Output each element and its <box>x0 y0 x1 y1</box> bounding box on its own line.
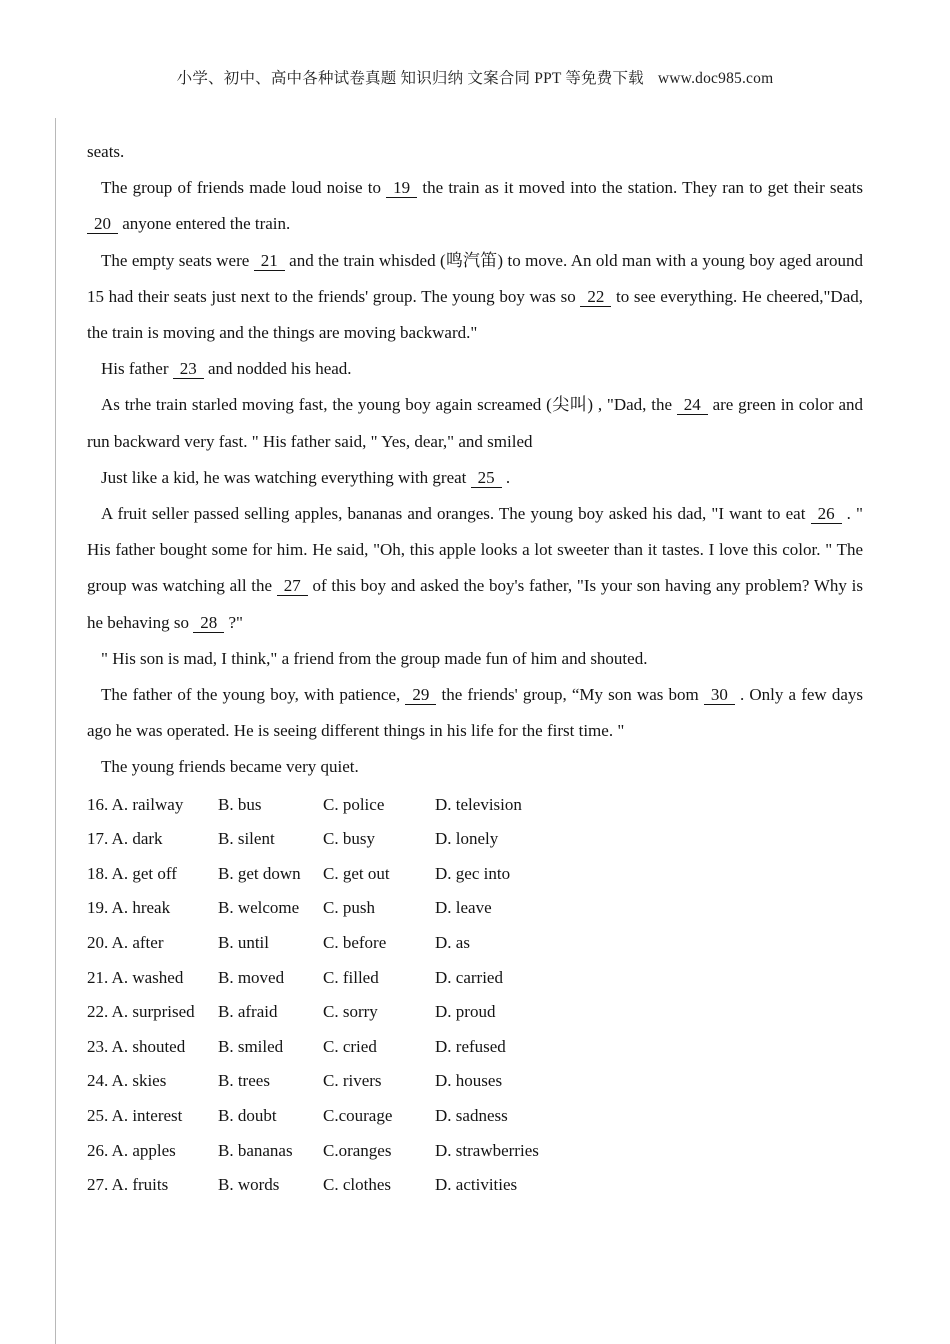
passage-paragraph <box>87 170 863 242</box>
blank-28: 28 <box>193 613 224 633</box>
question-option-c: C.courage <box>323 1106 393 1125</box>
blank-25: 25 <box>471 468 502 488</box>
question-row <box>87 891 863 926</box>
question-option-d: D. strawberries <box>435 1140 539 1160</box>
passage-paragraph <box>87 387 863 459</box>
passage-paragraph <box>87 496 863 641</box>
question-number-and-option-a: 22. A. surprised <box>87 1002 195 1022</box>
question-option-b: B. get down <box>218 863 301 883</box>
question-option-d: D. as <box>435 933 470 953</box>
question-row <box>87 822 863 857</box>
passage <box>87 134 863 786</box>
passage-text: . <box>501 467 511 487</box>
question-option-b: B. trees <box>218 1071 270 1091</box>
passage-text: and the train whisded (鸣汽笛) to move. An old man with a young boy aged around 15 had their seats just next to the friends' group. The young boy was so <box>87 250 863 306</box>
passage-text: Just like a kid, he was watching everything with great <box>101 467 471 487</box>
passage-text: A fruit seller passed selling apples, bananas and oranges. The young boy asked his dad, "I want to eat <box>101 504 811 524</box>
passage-text: The empty seats were <box>101 250 254 270</box>
question-option-c: C. sorry <box>323 1002 378 1022</box>
question-option-b: B. welcome <box>218 898 300 918</box>
question-option-c: C. busy <box>323 829 375 849</box>
blank-20: 20 <box>87 214 118 234</box>
question-number-and-option-a: 25. A. interest <box>87 1106 183 1125</box>
page-edge-line <box>55 118 56 1344</box>
passage-paragraph <box>87 677 863 749</box>
question-option-b: B. words <box>218 1175 280 1195</box>
passage-text: The young friends became very quiet. <box>101 757 359 777</box>
question-option-c: C. before <box>323 933 387 953</box>
question-number-and-option-a: 20. A. after <box>87 933 164 953</box>
question-number-and-option-a: 21. A. washed <box>87 967 184 987</box>
question-option-d: D. activities <box>435 1175 518 1195</box>
blank-30: 30 <box>704 685 735 705</box>
passage-paragraph <box>87 641 863 677</box>
question-option-c: C. police <box>323 794 385 814</box>
question-option-b: B. smiled <box>218 1036 284 1056</box>
question-option-c: C. filled <box>323 967 379 987</box>
question-number-and-option-a: 19. A. hreak <box>87 898 171 918</box>
passage-text: the train as it moved into the station. They ran to get their seats <box>417 178 863 198</box>
question-option-c: C. clothes <box>323 1175 391 1195</box>
question-option-d: D. sadness <box>435 1106 508 1125</box>
passage-text: and nodded his head. <box>203 359 352 379</box>
question-row <box>87 1099 863 1134</box>
passage-text: The father of the young boy, with patience, <box>101 685 406 705</box>
question-option-d: D. carried <box>435 967 503 987</box>
question-row <box>87 788 863 823</box>
passage-paragraph <box>87 460 863 496</box>
question-row <box>87 1168 863 1203</box>
question-row <box>87 1134 863 1169</box>
question-option-b: B. afraid <box>218 1002 278 1022</box>
passage-text: seats. <box>87 142 125 161</box>
question-option-b: B. doubt <box>218 1106 277 1125</box>
passage-text: His father <box>101 359 173 379</box>
question-number-and-option-a: 17. A. dark <box>87 829 163 849</box>
question-row <box>87 857 863 892</box>
passage-text: . " His father bought some for him. He said, "Oh, this apple looks a lot sweeter than it tastes. I love this color. " The group was watching all the <box>87 504 863 596</box>
question-number-and-option-a: 24. A. skies <box>87 1071 167 1091</box>
question-option-b: B. bananas <box>218 1140 293 1160</box>
question-row <box>87 995 863 1030</box>
blank-22: 22 <box>580 287 611 307</box>
passage-paragraph <box>87 134 863 170</box>
passage-paragraph <box>87 243 863 352</box>
content <box>87 134 863 1203</box>
passage-text: " His son is mad, I think," a friend from the group made fun of him and shouted. <box>101 648 648 668</box>
question-option-c: C. push <box>323 898 375 918</box>
passage-text: . Only a few days ago he was operated. He is seeing different things in his life for the first time. " <box>87 685 863 741</box>
passage-paragraph <box>87 351 863 387</box>
question-option-d: D. gec into <box>435 863 511 883</box>
blank-23: 23 <box>173 359 204 379</box>
question-number-and-option-a: 27. A. fruits <box>87 1175 169 1195</box>
question-row <box>87 926 863 961</box>
blank-24: 24 <box>677 395 708 415</box>
passage-text: of this boy and asked the boy's father, "Is your son having any problem? Why is he behaving so <box>87 576 863 632</box>
question-number-and-option-a: 23. A. shouted <box>87 1036 186 1056</box>
passage-text: anyone entered the train. <box>118 214 291 234</box>
question-option-c: C. rivers <box>323 1071 382 1091</box>
question-option-b: B. until <box>218 933 270 953</box>
blank-19: 19 <box>386 178 417 198</box>
header <box>0 0 950 88</box>
question-option-b: B. silent <box>218 829 275 849</box>
passage-text: to see everything. He cheered,"Dad, the train is moving and the things are moving backward." <box>87 286 863 343</box>
question-option-b: B. moved <box>218 967 285 987</box>
header-text: 小学、初中、高中各种试卷真题 知识归纳 文案合同 PPT 等免费下载 <box>176 70 644 87</box>
question-option-d: D. lonely <box>435 829 499 849</box>
question-option-c: C. cried <box>323 1036 377 1056</box>
question-option-d: D. television <box>435 794 522 814</box>
passage-text: ?" <box>224 612 243 632</box>
passage-text: the friends' group, “My son was bom <box>436 685 704 705</box>
question-row <box>87 1064 863 1099</box>
question-option-d: D. leave <box>435 898 492 918</box>
question-row <box>87 1030 863 1065</box>
question-number-and-option-a: 18. A. get off <box>87 863 177 883</box>
passage-text: are green in color and run backward very fast. " His father said, " Yes, dear," and smiled <box>87 395 863 451</box>
header-site-url: www.doc985.com <box>657 70 774 87</box>
blank-26: 26 <box>811 504 842 524</box>
question-option-d: D. houses <box>435 1071 503 1091</box>
question-number-and-option-a: 16. A. railway <box>87 794 184 814</box>
question-option-d: D. proud <box>435 1002 496 1022</box>
question-row <box>87 961 863 996</box>
question-option-d: D. refused <box>435 1036 506 1056</box>
question-option-c: C. get out <box>323 863 390 883</box>
passage-paragraph <box>87 749 863 785</box>
blank-27: 27 <box>277 576 308 596</box>
blank-21: 21 <box>254 251 285 271</box>
passage-text: The group of friends made loud noise to <box>101 178 387 198</box>
blank-29: 29 <box>405 685 436 705</box>
question-number-and-option-a: 26. A. apples <box>87 1140 176 1160</box>
question-option-c: C.oranges <box>323 1140 392 1160</box>
question-option-b: B. bus <box>218 794 262 814</box>
questions <box>87 788 863 1203</box>
passage-text: As trhe train starled moving fast, the young boy again screamed (尖叫) , "Dad, the <box>101 395 677 415</box>
